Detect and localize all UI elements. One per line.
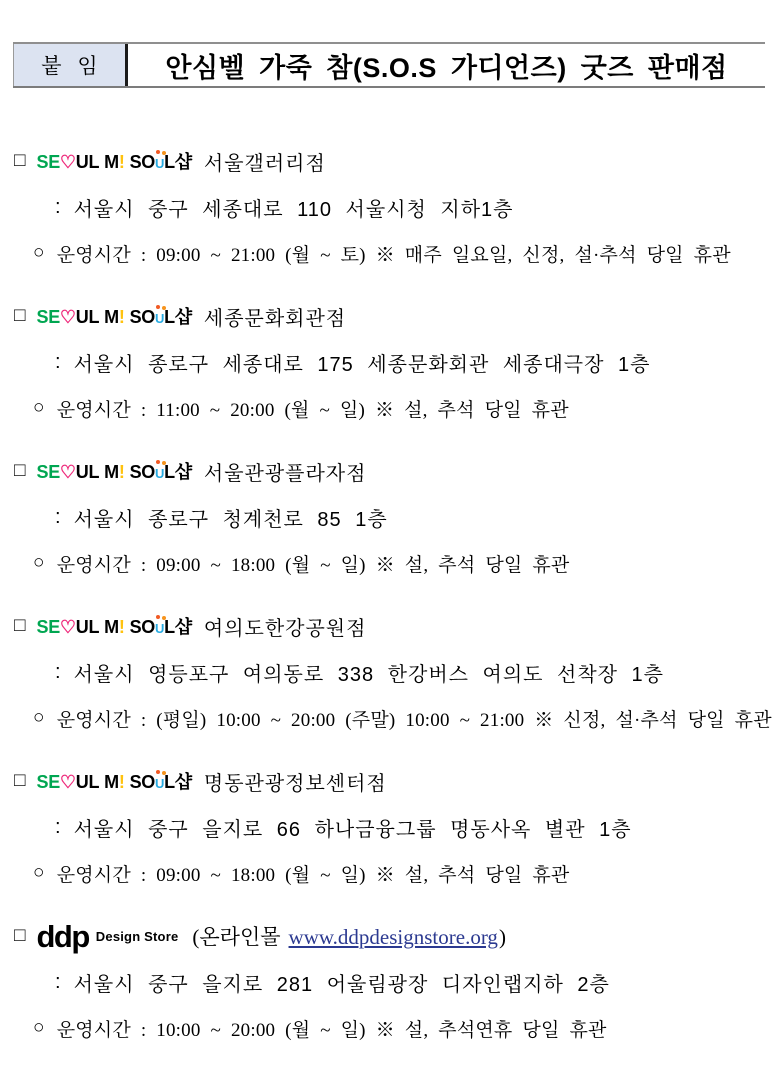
attachment-tag: 붙 임 (13, 44, 128, 86)
store-hours-line (14, 695, 779, 741)
store-address-line (14, 804, 779, 850)
logo-letter: UL (75, 772, 100, 792)
address-colon: : (55, 660, 62, 683)
store-name-line (14, 138, 779, 184)
logo-letter: SE (36, 462, 60, 482)
checkbox-icon: □ (14, 305, 26, 326)
logo-shop-suffix: 샵 (174, 152, 192, 172)
page-title: 안심벨 가죽 참(S.O.S 가디언즈) 굿즈 판매점 (165, 52, 728, 83)
circle-bullet-icon: ○ (33, 707, 45, 728)
logo-letter: UL (75, 617, 100, 637)
logo-letter: M (104, 152, 119, 172)
store-hours-line (14, 1005, 779, 1051)
logo-letter: UL (75, 307, 100, 327)
store-address: 서울시 종로구 청계천로 85 1층 (73, 508, 388, 531)
ddp-online-store-link[interactable]: www.ddpdesignstore.org (288, 925, 498, 949)
store-address-line (14, 959, 779, 1005)
online-mall-label (192, 921, 506, 951)
store-hours: 운영시간 : 09:00 ~ 21:00 (월 ~ 토) ※ 매주 일요일, 신정, 설·추석 당일 휴관 (56, 244, 731, 266)
exclamation-icon: ! (118, 772, 125, 792)
store-name-line (14, 913, 779, 959)
store-hours-line (14, 230, 779, 276)
logo-letter: M (104, 617, 119, 637)
logo-letter-u-dots: U (154, 776, 165, 791)
exclamation-icon: ! (118, 462, 125, 482)
ddp-design-store-logo (36, 918, 179, 954)
store-name-line (14, 293, 779, 339)
store-address-line (14, 649, 779, 695)
checkbox-icon: □ (14, 150, 26, 171)
store-name-line (14, 448, 779, 494)
store-entry-1 (14, 138, 779, 276)
heart-icon: ♡ (59, 462, 76, 482)
seoul-my-soul-logo (36, 148, 191, 174)
logo-letter: SO (129, 462, 155, 482)
logo-letter: UL (75, 152, 100, 172)
ddp-logo-subtext: Design Store (95, 928, 179, 944)
circle-bullet-icon: ○ (33, 242, 45, 263)
store-entry-6 (14, 913, 779, 1051)
store-hours: 운영시간 : (평일) 10:00 ~ 20:00 (주말) 10:00 ~ 21:00 ※ 신정, 설·추석 당일 휴관 (56, 709, 772, 731)
checkbox-icon: □ (14, 770, 26, 791)
logo-letter: SE (36, 307, 60, 327)
store-entry-5 (14, 758, 779, 896)
logo-letter-u-dots: U (154, 466, 165, 481)
store-hours-line (14, 385, 779, 431)
address-colon: : (55, 350, 62, 373)
store-hours: 운영시간 : 10:00 ~ 20:00 (월 ~ 일) ※ 설, 추석연휴 당일 휴관 (56, 1019, 607, 1041)
logo-letter: SE (36, 772, 60, 792)
store-address-line (14, 494, 779, 540)
logo-letter: SE (36, 152, 60, 172)
checkbox-icon: □ (14, 460, 26, 481)
exclamation-icon: ! (118, 617, 125, 637)
logo-letter: SO (129, 617, 155, 637)
store-address: 서울시 중구 세종대로 110 서울시청 지하1층 (73, 198, 514, 221)
logo-letter: UL (75, 462, 100, 482)
logo-letter: SE (36, 617, 60, 637)
ddp-logo-text: ddp (36, 918, 89, 954)
logo-letter-u-dots: U (154, 311, 165, 326)
logo-letter: L (164, 307, 175, 327)
logo-letter: L (164, 617, 175, 637)
address-colon: : (55, 505, 62, 528)
store-entry-2 (14, 293, 779, 431)
online-mall-prefix: (온라인몰 (192, 925, 281, 949)
logo-letter: SO (129, 772, 155, 792)
store-name: 명동관광정보센터점 (203, 772, 387, 795)
store-list (14, 138, 779, 1068)
address-colon: : (55, 195, 62, 218)
heart-icon: ♡ (59, 617, 76, 637)
heart-icon: ♡ (59, 772, 76, 792)
heart-icon: ♡ (59, 307, 76, 327)
address-colon: : (55, 815, 62, 838)
logo-letter: L (164, 772, 175, 792)
exclamation-icon: ! (118, 152, 125, 172)
logo-letter: M (104, 307, 119, 327)
seoul-my-soul-logo (36, 613, 191, 639)
store-hours: 운영시간 : 09:00 ~ 18:00 (월 ~ 일) ※ 설, 추석 당일 휴관 (56, 554, 570, 576)
checkbox-icon: □ (14, 925, 26, 946)
logo-letter: M (104, 462, 119, 482)
store-name-line (14, 758, 779, 804)
heart-icon: ♡ (59, 152, 76, 172)
store-address: 서울시 중구 을지로 281 어울림광장 디자인랩지하 2층 (73, 973, 610, 996)
store-hours-line (14, 540, 779, 586)
exclamation-icon: ! (118, 307, 125, 327)
logo-shop-suffix: 샵 (174, 462, 192, 482)
store-hours-line (14, 850, 779, 896)
store-hours: 운영시간 : 11:00 ~ 20:00 (월 ~ 일) ※ 설, 추석 당일 휴관 (56, 399, 569, 421)
store-name: 서울관광플라자점 (203, 462, 367, 485)
store-address: 서울시 종로구 세종대로 175 세종문화회관 세종대극장 1층 (73, 353, 651, 376)
store-name: 여의도한강공원점 (203, 617, 367, 640)
logo-letter: L (164, 152, 175, 172)
circle-bullet-icon: ○ (33, 397, 45, 418)
store-address: 서울시 중구 을지로 66 하나금융그룹 명동사옥 별관 1층 (73, 818, 632, 841)
logo-shop-suffix: 샵 (174, 307, 192, 327)
logo-letter: SO (129, 152, 155, 172)
circle-bullet-icon: ○ (33, 552, 45, 573)
seoul-my-soul-logo (36, 303, 191, 329)
attachment-header (13, 42, 765, 88)
circle-bullet-icon: ○ (33, 862, 45, 883)
seoul-my-soul-logo (36, 768, 191, 794)
online-mall-suffix: ) (498, 925, 506, 949)
circle-bullet-icon: ○ (33, 1017, 45, 1038)
logo-shop-suffix: 샵 (174, 617, 192, 637)
logo-letter: M (104, 772, 119, 792)
logo-letter-u-dots: U (154, 156, 165, 171)
logo-letter: L (164, 462, 175, 482)
store-entry-3 (14, 448, 779, 586)
logo-letter: SO (129, 307, 155, 327)
checkbox-icon: □ (14, 615, 26, 636)
logo-shop-suffix: 샵 (174, 772, 192, 792)
seoul-my-soul-logo (36, 458, 191, 484)
store-address: 서울시 영등포구 여의동로 338 한강버스 여의도 선착장 1층 (73, 663, 664, 686)
store-address-line (14, 184, 779, 230)
store-address-line (14, 339, 779, 385)
store-name-line (14, 603, 779, 649)
address-colon: : (55, 970, 62, 993)
store-entry-4 (14, 603, 779, 741)
logo-letter-u-dots: U (154, 621, 165, 636)
store-name: 세종문화회관점 (203, 307, 347, 330)
store-name: 서울갤러리점 (203, 152, 326, 175)
store-hours: 운영시간 : 09:00 ~ 18:00 (월 ~ 일) ※ 설, 추석 당일 휴관 (56, 864, 570, 886)
